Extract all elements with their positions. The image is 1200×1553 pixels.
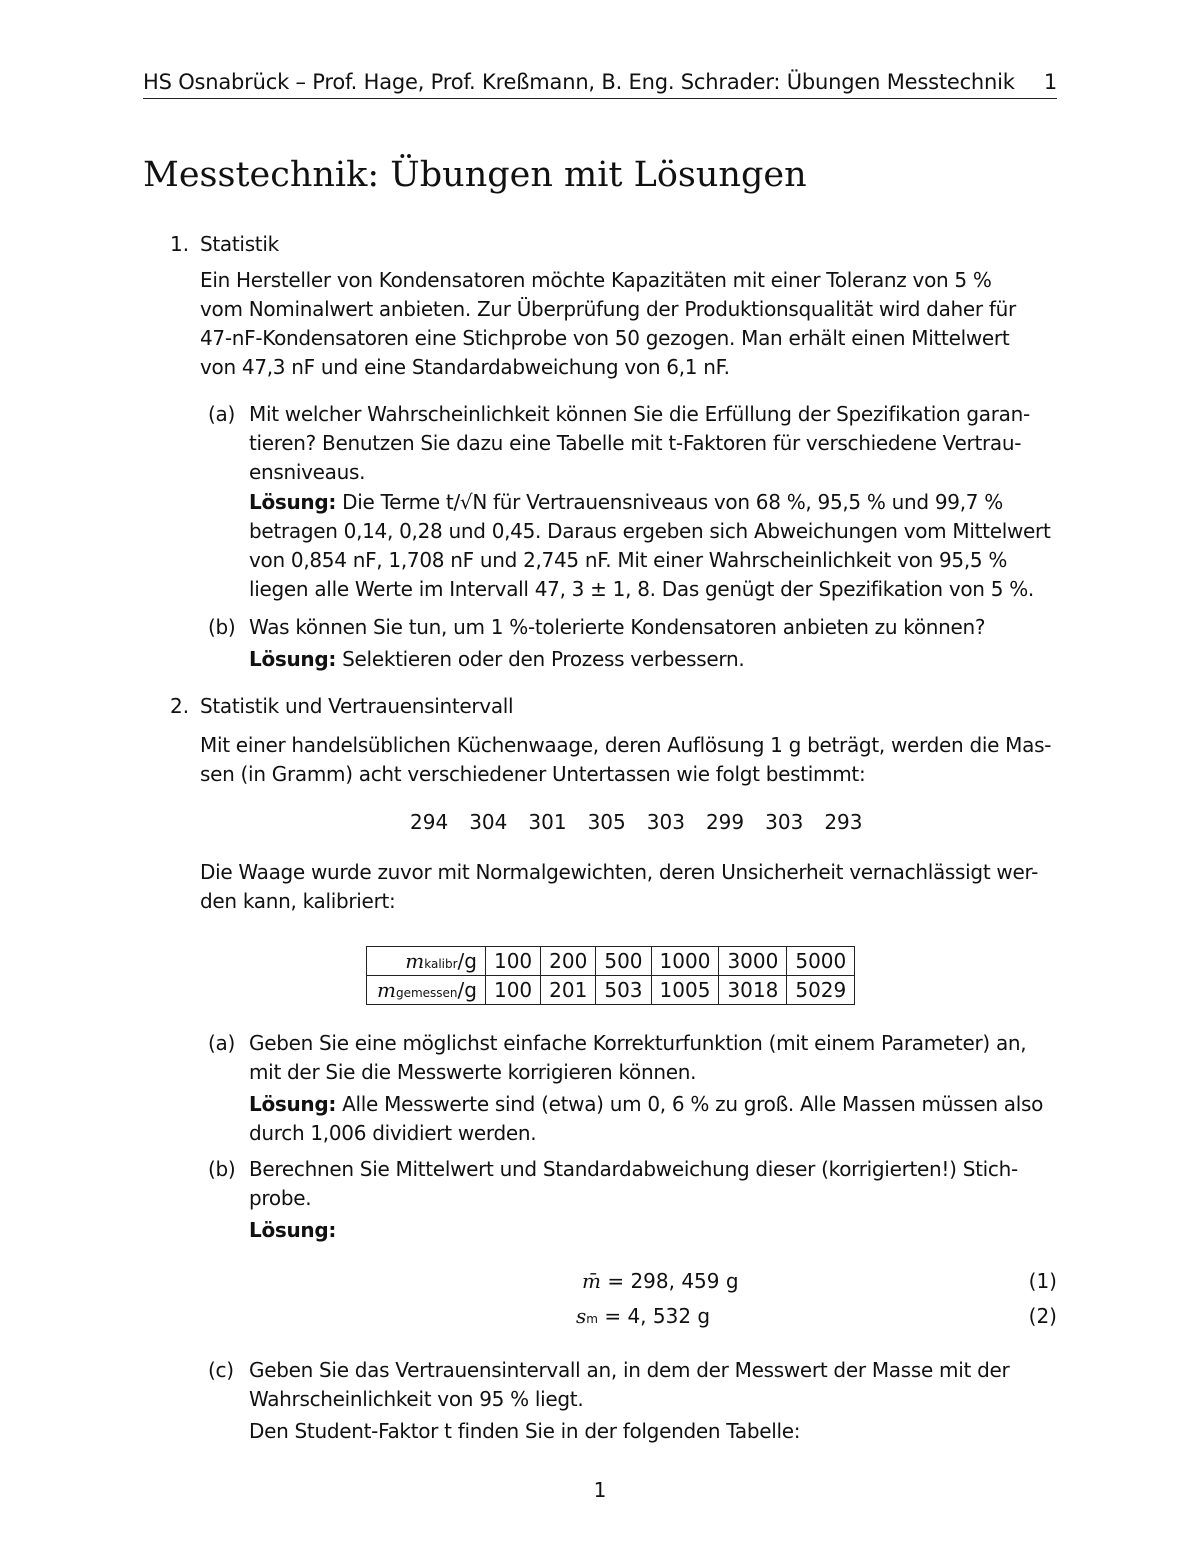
- s1-item-a-solution-3: von 0,854 nF, 1,708 nF und 2,745 nF. Mit einer Wahrscheinlichkeit von 95,5 %: [249, 548, 1008, 572]
- s1-item-b-q-1: Was können Sie tun, um 1 %-tolerierte Kondensatoren anbieten zu können?: [249, 615, 986, 639]
- equation-number-2: (2): [1028, 1304, 1057, 1328]
- table-cell: 100: [485, 947, 540, 976]
- s2-item-b-q-1: Berechnen Sie Mittelwert und Standardabweichung dieser (korrigierten!) Stich-: [249, 1157, 1018, 1181]
- running-header: [143, 68, 1057, 99]
- solution-label: Lösung:: [249, 490, 337, 514]
- eq-lhs: s: [576, 1304, 587, 1328]
- solution-label: Lösung:: [249, 647, 337, 671]
- footer-page-number: 1: [593, 1478, 607, 1502]
- table-cell: 500: [596, 947, 651, 976]
- s1-item-a-solution-1: [249, 490, 1003, 514]
- header-page-number: 1: [1043, 70, 1057, 94]
- table-cell: 5000: [787, 947, 855, 976]
- s1-item-a-solution-4: liegen alle Werte im Intervall 47, 3 ± 1, 8. Das genügt der Spezifikation von 5 %.: [249, 577, 1034, 601]
- mass-value: 294: [410, 810, 449, 834]
- eq-rhs: = 4, 532 g: [604, 1304, 711, 1328]
- table-cell: 200: [541, 947, 596, 976]
- mass-value: 303: [765, 810, 804, 834]
- s1-intro-line-2: vom Nominalwert anbieten. Zur Überprüfung der Produktionsqualität wird daher für: [200, 297, 1016, 321]
- mass-value: 299: [705, 810, 745, 834]
- row-label-gemessen: mgemessen/g: [367, 976, 486, 1005]
- solution-text: Alle Messwerte sind (etwa) um 0, 6 % zu groß. Alle Massen müssen also: [342, 1092, 1044, 1116]
- table-cell: 3000: [719, 947, 787, 976]
- equation-stddev: [576, 1304, 710, 1328]
- section-2-number: 2.: [170, 694, 190, 718]
- table-cell: 1005: [651, 976, 719, 1005]
- table-cell: 201: [541, 976, 596, 1005]
- s2-item-a-q-2: mit der Sie die Messwerte korrigieren können.: [249, 1060, 697, 1084]
- table-row: [367, 976, 855, 1005]
- s2-item-c-q-2: Wahrscheinlichkeit von 95 % liegt.: [249, 1387, 584, 1411]
- s2-item-a-solution-2: durch 1,006 dividiert werden.: [249, 1121, 537, 1145]
- s2-item-c-label: (c): [208, 1358, 234, 1382]
- section-2-heading: Statistik und Vertrauensintervall: [200, 694, 514, 718]
- s1-item-a-label: (a): [208, 402, 235, 426]
- table-row: [367, 947, 855, 976]
- page-title: Messtechnik: Übungen mit Lösungen: [143, 155, 807, 195]
- table-cell: 1000: [651, 947, 719, 976]
- solution-text: Die Terme t/√N für Vertrauensniveaus von 68 %, 95,5 % und 99,7 %: [342, 490, 1003, 514]
- equation-number-1: (1): [1028, 1269, 1057, 1293]
- s2-intro2-line-1: Die Waage wurde zuvor mit Normalgewichten, deren Unsicherheit vernachlässigt wer-: [200, 860, 1039, 884]
- s2-item-c-q-3: Den Student-Faktor t finden Sie in der folgenden Tabelle:: [249, 1419, 801, 1443]
- s2-item-a-q-1: Geben Sie eine möglichst einfache Korrekturfunktion (mit einem Parameter) an,: [249, 1031, 1027, 1055]
- s1-item-b-solution-1: [249, 647, 744, 671]
- s1-item-a-solution-2: betragen 0,14, 0,28 und 0,45. Daraus ergeben sich Abweichungen vom Mittelwert: [249, 519, 1051, 543]
- s1-intro-line-1: Ein Hersteller von Kondensatoren möchte Kapazitäten mit einer Toleranz von 5 %: [200, 268, 992, 292]
- mass-value: 304: [469, 810, 508, 834]
- s1-item-a-q-1: Mit welcher Wahrscheinlichkeit können Sie die Erfüllung der Spezifikation garan-: [249, 402, 1030, 426]
- s2-item-c-q-1: Geben Sie das Vertrauensintervall an, in dem der Messwert der Masse mit der: [249, 1358, 1010, 1382]
- s2-item-b-label: (b): [208, 1157, 236, 1181]
- table-cell: 5029: [787, 976, 855, 1005]
- eq-rhs: = 298, 459 g: [607, 1269, 739, 1293]
- solution-text: Selektieren oder den Prozess verbessern.: [342, 647, 745, 671]
- calibration-table: [366, 946, 855, 1005]
- s2-item-b-solution-label: Lösung:: [249, 1218, 337, 1242]
- section-1-number: 1.: [170, 232, 190, 256]
- mass-values-row: [410, 810, 884, 834]
- table-cell: 100: [485, 976, 540, 1005]
- s1-intro-line-4: von 47,3 nF und eine Standardabweichung von 6,1 nF.: [200, 355, 730, 379]
- s2-item-b-q-2: probe.: [249, 1186, 312, 1210]
- s1-intro-line-3: 47-nF-Kondensatoren eine Stichprobe von 50 gezogen. Man erhält einen Mittelwert: [200, 326, 1010, 350]
- mass-value: 305: [587, 810, 626, 834]
- equation-mean: [582, 1269, 739, 1293]
- mass-value: 293: [824, 810, 863, 834]
- s2-intro-line-1: Mit einer handelsüblichen Küchenwaage, deren Auflösung 1 g beträgt, werden die Mas-: [200, 733, 1052, 757]
- s1-item-a-q-3: ensniveaus.: [249, 460, 366, 484]
- solution-label: Lösung:: [249, 1092, 337, 1116]
- section-1-heading: Statistik: [200, 232, 279, 256]
- mass-value: 301: [528, 810, 567, 834]
- table-cell: 503: [596, 976, 651, 1005]
- eq-lhs-sub: m: [586, 1312, 598, 1326]
- table-cell: 3018: [719, 976, 787, 1005]
- mass-value: 303: [646, 810, 685, 834]
- s2-item-a-label: (a): [208, 1031, 235, 1055]
- header-text: HS Osnabrück – Prof. Hage, Prof. Kreßmann, B. Eng. Schrader: Übungen Messtechnik: [143, 70, 1015, 94]
- eq-lhs: m̄: [582, 1269, 601, 1293]
- row-label-kalibr: mkalibr/g: [367, 947, 486, 976]
- s1-item-b-label: (b): [208, 615, 236, 639]
- s2-intro-line-2: sen (in Gramm) acht verschiedener Untertassen wie folgt bestimmt:: [200, 762, 866, 786]
- s1-item-a-q-2: tieren? Benutzen Sie dazu eine Tabelle mit t-Faktoren für verschiedene Vertrau-: [249, 431, 1022, 455]
- s2-item-a-solution-1: [249, 1092, 1043, 1116]
- s2-intro2-line-2: den kann, kalibriert:: [200, 889, 396, 913]
